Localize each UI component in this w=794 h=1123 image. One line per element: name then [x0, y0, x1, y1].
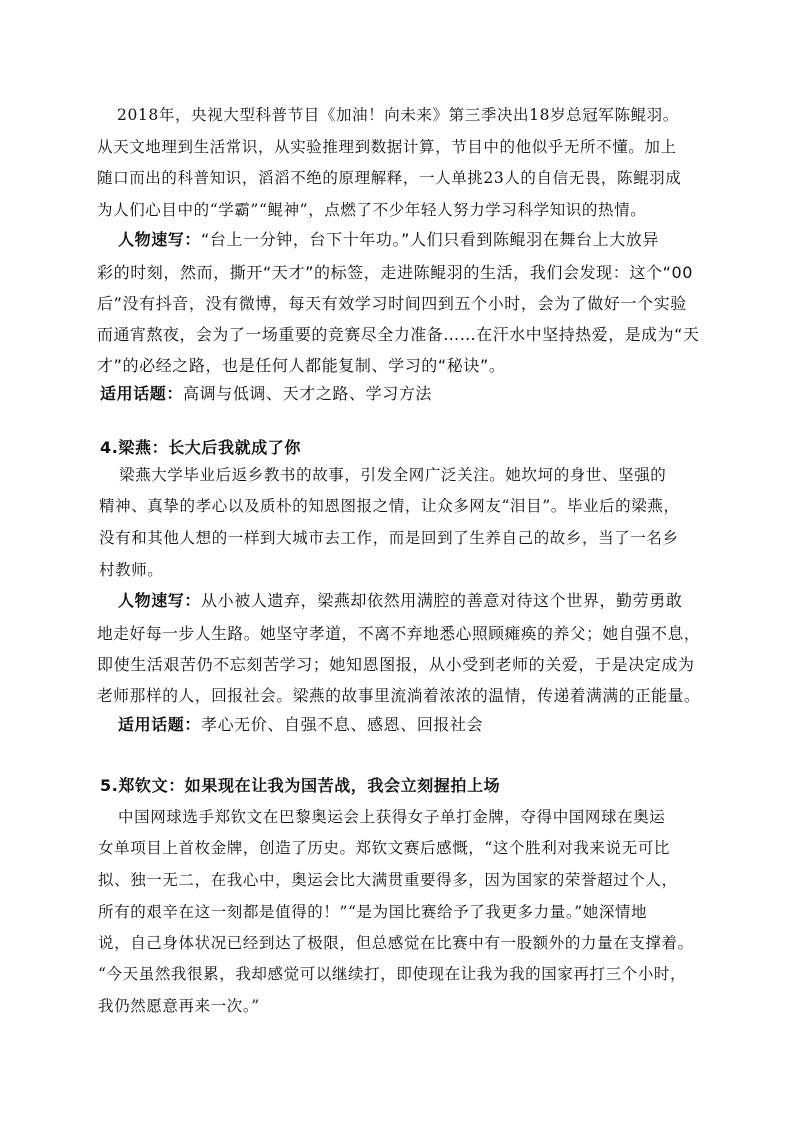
paragraph-line: “今天虽然我很累，我却感觉可以继续打，即使现在让我为我的国家再打三个小时， — [98, 965, 687, 983]
section-heading: 5.郑钦文：如果现在让我为国苦战，我会立刻握拍上场 — [100, 776, 501, 795]
applicable-topics — [118, 714, 483, 736]
character-sketch-line: 地走好每一步人生路。她坚守孝道，不离不弃地悉心照顾瘫痪的养父；她自强不息， — [97, 624, 701, 643]
paragraph-line: 为人们心目中的“学霸”“鲲神”，点燃了不少年轻人努力学习科学知识的热情。 — [97, 201, 647, 219]
applicable-topics-text: 孝心无价、自强不息、感恩、回报社会 — [201, 715, 484, 734]
paragraph-line: 说，自己身体状况已经到达了极限，但总感觉在比赛中有一股额外的力量在支撑着。 — [98, 934, 694, 952]
applicable-topics-label: 适用话题： — [118, 715, 202, 734]
paragraph-line: 精神、真挚的孝心以及质朴的知恩图报之情，让众多网友“泪目”。毕业后的梁燕， — [99, 497, 680, 515]
character-sketch-label: 人物速写： — [118, 591, 202, 610]
paragraph-line: 没有和其他人想的一样到大城市去工作，而是回到了生养自己的故乡，当了一名乡 — [99, 529, 679, 547]
character-sketch-line: 后”没有抖音，没有微博，每天有效学习时间四到五个小时，会为了做好一个实验 — [97, 294, 687, 313]
section-heading: 4.梁燕：长大后我就成了你 — [100, 438, 302, 457]
character-sketch-line — [118, 229, 659, 251]
applicable-topics — [100, 383, 432, 405]
paragraph-line: 女单项目上首枚金牌，创造了历史。郑钦文赛后感慨，“这个胜利对我来说无可比 — [98, 839, 671, 857]
paragraph-line: 中国网球选手郑钦文在巴黎奥运会上获得女子单打金牌，夺得中国网球在奥运 — [118, 808, 666, 826]
character-sketch-label: 人物速写： — [118, 230, 202, 249]
character-sketch-line: 老师那样的人，回报社会。梁燕的故事里流淌着浓浓的温情，传递着满满的正能量。 — [97, 686, 701, 705]
applicable-topics-text: 高调与低调、天才之路、学习方法 — [183, 384, 433, 403]
character-sketch-text: “台上一分钟，台下十年功。”人们只看到陈鲲羽在舞台上大放异 — [201, 230, 659, 249]
applicable-topics-label: 适用话题： — [100, 384, 184, 403]
paragraph-line: 随口而出的科普知识，滔滔不绝的原理解释，一人单挑23人的自信无畏，陈鲲羽成 — [97, 169, 682, 187]
character-sketch-line: 才”的必经之路，也是任何人都能复制、学习的“秘诀”。 — [97, 356, 506, 375]
paragraph-line: 所有的艰辛在这一刻都是值得的！”“是为国比赛给予了我更多力量。”她深情地 — [98, 903, 648, 921]
paragraph-line: 我仍然愿意再来一次。” — [98, 997, 260, 1015]
paragraph-line: 梁燕大学毕业后返乡教书的故事，引发全网广泛关注。她坎坷的身世、坚强的 — [119, 466, 667, 484]
character-sketch-line: 即使生活艰苦仍不忘刻苦学习；她知恩图报，从小受到老师的关爱，于是决定成为 — [97, 655, 695, 674]
paragraph-line: 2018年，央视大型科普节目《加油！向未来》第三季决出18岁总冠军陈鲲羽。 — [117, 106, 679, 124]
character-sketch-line: 而通宵熬夜，会为了一场重要的竞赛尽全力准备……在汗水中坚持热爱，是成为“天 — [97, 325, 700, 344]
paragraph-line: 村教师。 — [99, 561, 164, 579]
paragraph-line: 拟、独一无二，在我心中，奥运会比大满贯重要得多，因为国家的荣誉超过个人， — [98, 871, 678, 889]
character-sketch-text: 从小被人遗弃，梁燕却依然用满腔的善意对待这个世界，勤劳勇敢 — [201, 591, 683, 610]
character-sketch-line — [118, 590, 682, 612]
character-sketch-line: 彩的时刻，然而，撕开“天才”的标签，走进陈鲲羽的生活，我们会发现：这个“00 — [97, 263, 694, 282]
paragraph-line: 从天文地理到生活常识，从实验推理到数据计算，节目中的他似乎无所不懂。加上 — [97, 138, 677, 156]
